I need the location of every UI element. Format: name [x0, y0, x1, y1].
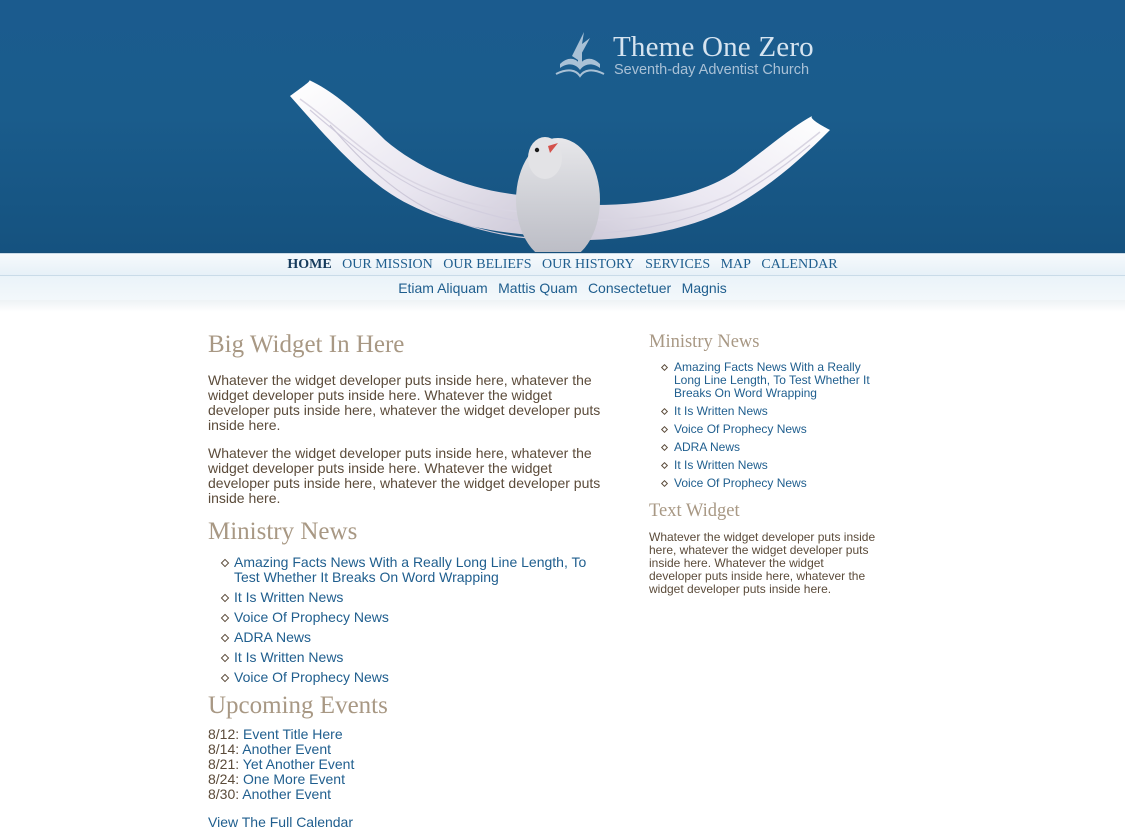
event-date: 8/12: — [208, 726, 240, 742]
news-link[interactable]: It Is Written News — [674, 404, 768, 418]
news-link[interactable]: It Is Written News — [674, 458, 768, 472]
site-title[interactable]: Theme One Zero — [613, 31, 814, 63]
news-link[interactable]: Voice Of Prophecy News — [234, 669, 389, 685]
main-content — [208, 330, 608, 830]
text-widget-title: Text Widget — [649, 501, 740, 521]
news-link[interactable]: Amazing Facts News With a Really Long Line Length, To Test Whether It Breaks On Word Wrapping — [674, 360, 870, 400]
event-date: 8/30: — [208, 786, 240, 802]
event-item — [208, 757, 608, 772]
list-item — [208, 590, 608, 605]
news-link[interactable]: It Is Written News — [234, 589, 344, 605]
nav-item-our-mission[interactable]: OUR MISSION — [342, 257, 433, 272]
list-item — [649, 441, 879, 454]
diamond-bullet-icon — [221, 614, 229, 622]
list-item — [208, 610, 608, 625]
diamond-bullet-icon — [661, 408, 668, 415]
diamond-bullet-icon — [661, 444, 668, 451]
main-navigation — [0, 253, 1125, 276]
diamond-bullet-icon — [221, 594, 229, 602]
church-logo-icon — [554, 30, 606, 78]
list-item — [649, 459, 879, 472]
events-list — [208, 727, 608, 802]
diamond-bullet-icon — [221, 654, 229, 662]
sidebar-ministry-news-list — [649, 361, 879, 490]
diamond-bullet-icon — [661, 364, 668, 371]
event-link[interactable]: Event Title Here — [243, 726, 343, 742]
nav-item-services[interactable]: SERVICES — [645, 257, 711, 272]
news-link[interactable]: Amazing Facts News With a Really Long Line Length, To Test Whether It Breaks On Word Wrapping — [234, 554, 587, 585]
big-widget-paragraph: Whatever the widget developer puts inside here, whatever the widget developer puts inside here. Whatever the widget developer puts inside here, whatever the widget developer puts inside here. — [208, 445, 601, 506]
diamond-bullet-icon — [661, 426, 668, 433]
list-item — [208, 670, 608, 685]
event-date: 8/24: — [208, 771, 240, 787]
event-link[interactable]: Another Event — [242, 786, 331, 802]
view-full-calendar-link[interactable]: View The Full Calendar — [208, 814, 354, 830]
subnav-item-magnis[interactable]: Magnis — [681, 280, 727, 296]
text-widget-body: Whatever the widget developer puts inside here, whatever the widget developer puts inside here. Whatever the widget developer puts inside here, whatever the widget developer puts inside here. — [649, 530, 876, 596]
news-link[interactable]: Voice Of Prophecy News — [674, 422, 807, 436]
big-widget-paragraph: Whatever the widget developer puts inside here, whatever the widget developer puts inside here. Whatever the widget developer puts inside here, whatever the widget developer puts inside here. — [208, 372, 601, 433]
subnav-item-mattis-quam[interactable]: Mattis Quam — [498, 280, 578, 296]
diamond-bullet-icon — [221, 559, 229, 567]
list-item — [208, 630, 608, 645]
list-item — [649, 477, 879, 490]
news-link[interactable]: ADRA News — [234, 629, 312, 645]
event-item — [208, 742, 608, 757]
site-header — [0, 0, 1125, 253]
diamond-bullet-icon — [661, 480, 668, 487]
news-link[interactable]: Voice Of Prophecy News — [674, 476, 807, 490]
list-item — [649, 423, 879, 436]
nav-item-our-beliefs[interactable]: OUR BELIEFS — [443, 257, 532, 272]
big-widget-title: Big Widget In Here — [208, 331, 405, 358]
subnav-item-consectetuer[interactable]: Consectetuer — [587, 280, 672, 296]
nav-shadow-divider — [0, 300, 1125, 312]
ministry-news-title: Ministry News — [208, 518, 358, 545]
event-link[interactable]: One More Event — [243, 771, 345, 787]
nav-item-our-history[interactable]: OUR HISTORY — [541, 257, 635, 272]
site-subtitle: Seventh-day Adventist Church — [614, 62, 810, 78]
sidebar — [649, 331, 879, 596]
diamond-bullet-icon — [661, 462, 668, 469]
event-date: 8/14: — [208, 741, 240, 757]
event-link[interactable]: Yet Another Event — [242, 756, 355, 772]
nav-item-calendar[interactable]: CALENDAR — [761, 257, 838, 272]
event-item — [208, 727, 608, 742]
diamond-bullet-icon — [221, 674, 229, 682]
news-link[interactable]: ADRA News — [674, 440, 741, 454]
event-link[interactable]: Another Event — [242, 741, 331, 757]
event-item — [208, 772, 608, 787]
nav-item-home[interactable]: HOME — [287, 257, 332, 272]
list-item — [649, 405, 879, 418]
upcoming-events-title: Upcoming Events — [208, 692, 388, 719]
diamond-bullet-icon — [221, 634, 229, 642]
sub-navigation — [0, 275, 1125, 301]
subnav-item-etiam-aliquam[interactable]: Etiam Aliquam — [398, 280, 488, 296]
nav-item-map[interactable]: MAP — [720, 257, 751, 272]
list-item — [208, 650, 608, 665]
event-item — [208, 787, 608, 802]
ministry-news-list — [208, 555, 608, 685]
event-date: 8/21: — [208, 756, 240, 772]
sidebar-ministry-news-title: Ministry News — [649, 332, 760, 352]
list-item — [208, 555, 608, 585]
news-link[interactable]: It Is Written News — [234, 649, 344, 665]
news-link[interactable]: Voice Of Prophecy News — [234, 609, 389, 625]
list-item — [649, 361, 879, 400]
